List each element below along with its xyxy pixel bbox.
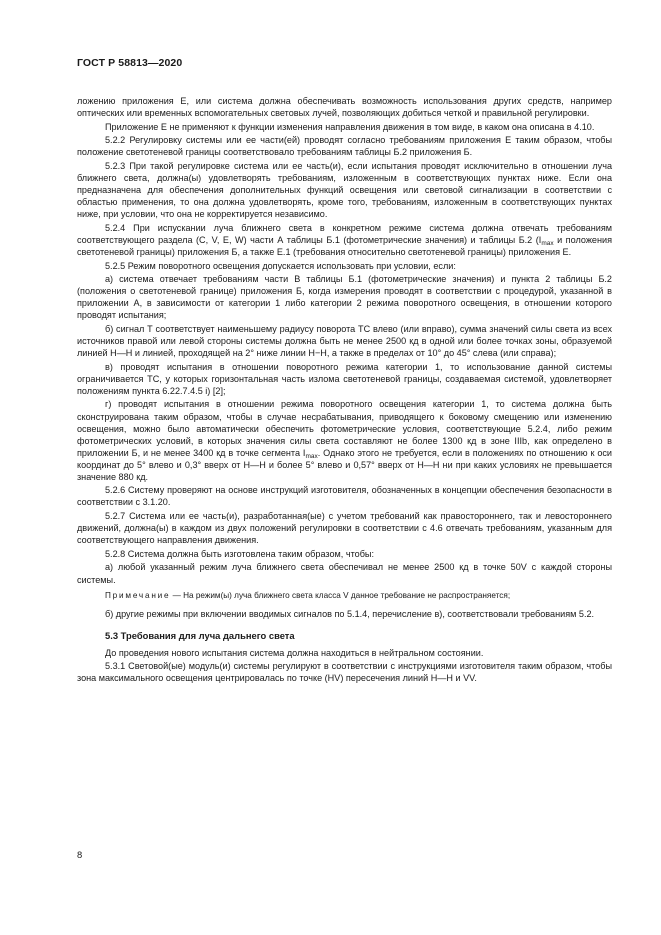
- clause-5-2-2: 5.2.2 Регулировку системы или ее части(ей) проводят согласно требованиям приложения Е таким образом, чтобы положение светотеневой границы соответствовало требованиям таблицы Б.2 приложения Б.: [77, 135, 612, 158]
- clause-5-2-3: 5.2.3 При такой регулировке система или ее часть(и), если испытания проводят исключительно в отношении луча ближнего света, должна(ы) удовлетворять требованиям, изложенным в соответствующих пунктах ниже. Если она предназначена для обеспечения дополнительных функций освещения или световой сигнализации в соответствии с областью применения, то она должна удовлетворять, кроме того, требованиям, изложенным в соответствующих пунктах ниже, при условии, что она не корректируется независимо.: [77, 161, 612, 220]
- subscript-max: max: [541, 239, 554, 247]
- clause-5-3-1: 5.3.1 Световой(ые) модуль(и) системы регулируют в соответствии с инструкциями изготовителя таким образом, чтобы зона максимального освещения центрировалась по точке (HV) пересечения линий Н—Н и VV.: [77, 661, 612, 684]
- list-item-g-text-b: . Однако этого не требуется, если в положениях по отношению к оси координат до 5° влево и 0,3° вверх от Н—Н и более 5° влево и 0,57° вверх от Н—Н ни при каких условиях не превышается значение 880 кд.: [77, 447, 612, 482]
- list-item-v: в) проводят испытания в отношении поворотного режима категории 1, то использование данной системы ограничивается ТС, у которых горизонтальная часть излома светотеневой границы, создаваемая системой, удовлетворяет положениям пункта 6.22.7.4.5 i) [2];: [77, 361, 612, 396]
- clause-5-2-4: [77, 222, 612, 258]
- paragraph: Приложение Е не применяют к функции изменения направления движения в том виде, в каком она описана в 4.10.: [105, 121, 595, 132]
- clause-5-2-4-text-a: 5.2.4 При испускании луча ближнего света в конкретном режиме система должна отвечать требованиям соответствующего раздела (С, V, Е, W) части А таблицы Б.1 (фотометрические значения) и таблицы Б.2 (I: [77, 222, 612, 245]
- clause-5-2-4-text-b: и положения светотеневой границы) приложения Б, а также Е.1 (требования относительно светотеневой границы) приложения Е.: [77, 234, 612, 257]
- subscript-max: max: [305, 452, 318, 460]
- page-number: 8: [77, 849, 83, 860]
- section-heading-5-3: 5.3 Требования для луча дальнего света: [105, 629, 295, 641]
- document-header: ГОСТ Р 58813—2020: [77, 57, 183, 69]
- list-item-a: а) система отвечает требованиям части В таблицы Б.1 (фотометрические значения) и пункта 2 таблицы Б.2 (положения о светотеневой границе) приложения Б, когда измерения проводят в соответствии с процедурой, указанной в приложении А, в зависимости от категории 1 либо категории 2 режима поворотного освещения, в отношении которого проводят испытания;: [77, 274, 612, 321]
- document-body: [77, 95, 612, 686]
- note-label: Примечание: [105, 590, 171, 600]
- list-item-g-text-a: г) проводят испытания в отношении режима поворотного освещения категории 1, то система должна быть сконструирована таким образом, чтобы в случае несрабатывания, приводящего к боковому смещению или изменению освещения, можно было автоматически обеспечить фотометрические условия, соответствующие 5.2.4, либо режим фотометрических условий, в которых значения силы света составляют не более 1300 кд в зоне IIIb, как определено в приложении Б, и не менее 3400 кд в точке сегмента I: [77, 399, 612, 458]
- list-item-g: [77, 398, 612, 482]
- note-text: — На режим(ы) луча ближнего света класса V данное требование не распространяется;: [170, 590, 511, 600]
- clause-5-2-5: 5.2.5 Режим поворотного освещения допускается использовать при условии, если:: [105, 260, 456, 271]
- clause-5-2-7: 5.2.7 Система или ее часть(и), разработанная(ые) с учетом требований как правостороннего, так и левостороннего движений, должна(ы) в каждом из двух положений регулировки в соответствии с 4.6 отвечать требованиям, указанным для соответствующего направления движения.: [77, 511, 612, 546]
- clause-5-2-6: 5.2.6 Систему проверяют на основе инструкций изготовителя, обозначенных в концепции обеспечения безопасности в соответствии с 3.1.20.: [77, 485, 612, 508]
- paragraph: До проведения нового испытания система должна находиться в нейтральном состоянии.: [105, 647, 484, 658]
- paragraph: ложению приложения Е, или система должна обеспечивать возможность использования других средств, например оптических или временных вспомогательных световых лучей, позволяющих добиться четкой и правильной регулировки.: [77, 96, 612, 119]
- note: [77, 590, 612, 602]
- list-item-b: б) сигнал Т соответствует наименьшему радиусу поворота ТС влево (или вправо), сумма значений силы света из всех источников правой или левой стороны системы должна быть не менее 2500 кд в одной или более точках зоны, образуемой линией Н—Н и линией, проходящей на 2° ниже линии Н−Н, а также в пределах от 10° до 45° слева (или справа);: [77, 324, 612, 359]
- list-item-b: б) другие режимы при включении вводимых сигналов по 5.1.4, перечисление в), соответствовали требованиям 5.2.: [105, 608, 595, 619]
- list-item-a: а) любой указанный режим луча ближнего света обеспечивал не менее 2500 кд в точке 50V с каждой стороны системы.: [77, 562, 612, 585]
- clause-5-2-8: 5.2.8 Система должна быть изготовлена таким образом, чтобы:: [105, 548, 374, 559]
